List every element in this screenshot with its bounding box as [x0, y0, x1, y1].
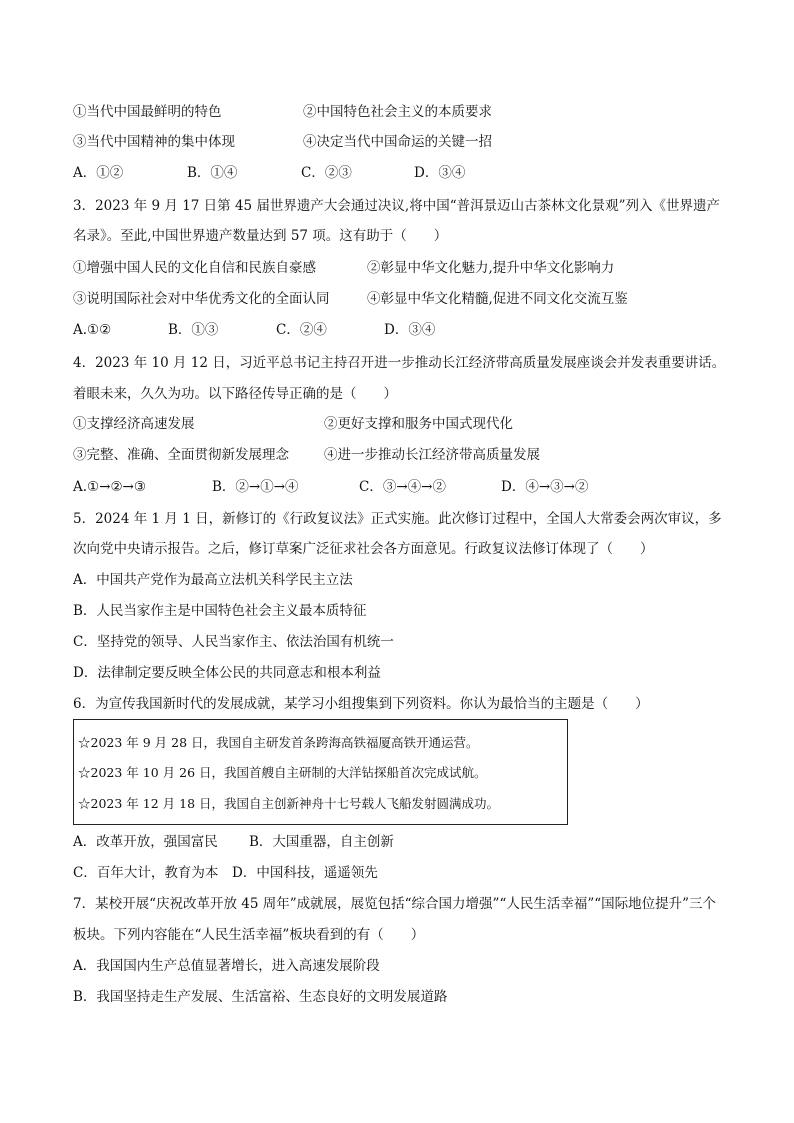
q6-choice-row-1 [73, 832, 394, 852]
q6-choice-d: D．中国科技，遥遥领先 [232, 865, 378, 881]
q2-choice-a: A．①② [73, 165, 124, 181]
q3-option-4: ④彰显中华文化精髓,促进不同文化交流互鉴 [367, 291, 628, 307]
q2-choice-d: D．③④ [414, 165, 466, 181]
q4-option-2: ②更好支撑和服务中国式现代化 [324, 416, 513, 432]
q3-stem-line-1: 3．2023 年 9 月 17 日第 45 届世界遗产大会通过决议,将中国“普洱景迈山古茶林文化景观”列入《世界遗产 [73, 198, 721, 214]
q3-option-row-1 [73, 258, 615, 278]
q6-stem: 6．为宣传我国新时代的发展成就，某学习小组搜集到下列资料。你认为最恰当的主题是（ ） [73, 696, 649, 712]
q6-choice-row-2 [73, 863, 378, 883]
q4-stem-line-1: 4．2023 年 10 月 12 日，习近平总书记主持召开进一步推动长江经济带高质量发展座谈会并发表重要讲话。 [73, 355, 726, 371]
q2-option-1: ①当代中国最鲜明的特色 [73, 104, 222, 120]
q4-choice-c: C．③→④→② [359, 479, 446, 495]
q3-option-1: ①增强中国人民的文化自信和民族自豪感 [73, 260, 316, 276]
q4-stem-line-2: 着眼未来，久久为功。以下路径传导正确的是（ ） [73, 386, 397, 402]
q3-choice-b: B．①③ [168, 322, 219, 338]
q7-stem-line-1: 7．某校开展“庆祝改革开放 45 周年”成就展，展览包括“综合国力增强”“人民生活幸福”“国际地位提升”三个 [73, 896, 717, 912]
q2-option-3: ③当代中国精神的集中体现 [73, 134, 235, 150]
q2-choice-b: B．①④ [187, 165, 238, 181]
q4-option-3: ③完整、准确、全面贯彻新发展理念 [73, 447, 289, 463]
q4-choices [73, 477, 589, 497]
q3-option-row-2 [73, 289, 628, 309]
q3-choice-d: D．③④ [384, 322, 436, 338]
q6-choice-a: A．改革开放，强国富民 [73, 834, 218, 850]
q6-choice-b: B．大国重器，自主创新 [249, 834, 394, 850]
q3-choice-a: A.①② [73, 322, 112, 338]
q4-choice-b: B．②→①→④ [212, 479, 299, 495]
q5-choice-a: A．中国共产党作为最高立法机关科学民主立法 [73, 572, 353, 588]
q7-stem-line-2: 板块。下列内容能在“人民生活幸福”板块看到的有（ ） [73, 927, 425, 943]
q2-option-4: ④决定当代中国命运的关键一招 [303, 134, 492, 150]
q5-choice-c: C．坚持党的领导、人民当家作主、依法治国有机统一 [73, 634, 394, 650]
q7-choice-a: A．我国国内生产总值显著增长，进入高速发展阶段 [73, 958, 380, 974]
q6-material-item-1: ☆2023 年 9 月 28 日，我国自主研发首条跨海高铁福厦高铁开通运营。 [78, 735, 479, 750]
q3-stem-line-2: 名录》。至此,中国世界遗产数量达到 57 项。这有助于（ ） [73, 228, 448, 244]
q3-choice-c: C．②④ [276, 322, 327, 338]
q7-choice-b: B．我国坚持走生产发展、生活富裕、生态良好的文明发展道路 [73, 989, 448, 1005]
q4-choice-d: D．④→③→② [501, 479, 589, 495]
q6-material-box [73, 719, 568, 825]
q3-option-3: ③说明国际社会对中华优秀文化的全面认同 [73, 291, 330, 307]
q2-choice-c: C．②③ [301, 165, 352, 181]
q4-option-1: ①支撑经济高速发展 [73, 416, 195, 432]
q2-option-2: ②中国特色社会主义的本质要求 [303, 104, 492, 120]
q6-material-item-2: ☆2023 年 10 月 26 日，我国首艘自主研制的大洋钻探船首次完成试航。 [78, 765, 487, 780]
q2-option-row-1 [73, 102, 492, 122]
q2-choices [73, 163, 466, 183]
q5-choice-d: D．法律制定要反映全体公民的共同意志和根本利益 [73, 665, 381, 681]
q6-choice-c: C．百年大计，教育为本 [73, 865, 219, 881]
q2-option-row-2 [73, 132, 492, 152]
q3-choices [73, 320, 436, 340]
q4-option-4: ④进一步推动长江经济带高质量发展 [324, 447, 540, 463]
q4-option-row-2 [73, 445, 540, 465]
q4-choice-a: A.①→②→③ [73, 479, 146, 495]
q5-choice-b: B．人民当家作主是中国特色社会主义最本质特征 [73, 603, 367, 619]
q5-stem-line-1: 5．2024 年 1 月 1 日，新修订的《行政复议法》正式实施。此次修订过程中，全国人大常委会两次审议，多 [73, 511, 722, 527]
q5-stem-line-2: 次向党中央请示报告。之后，修订草案广泛征求社会各方面意见。行政复议法修订体现了（ ） [73, 541, 654, 557]
q4-option-row-1 [73, 414, 513, 434]
q6-material-item-3: ☆2023 年 12 月 18 日，我国自主创新神舟十七号载人飞船发射圆满成功。 [78, 796, 499, 811]
q3-option-2: ②彰显中华文化魅力,提升中华文化影响力 [367, 260, 615, 276]
